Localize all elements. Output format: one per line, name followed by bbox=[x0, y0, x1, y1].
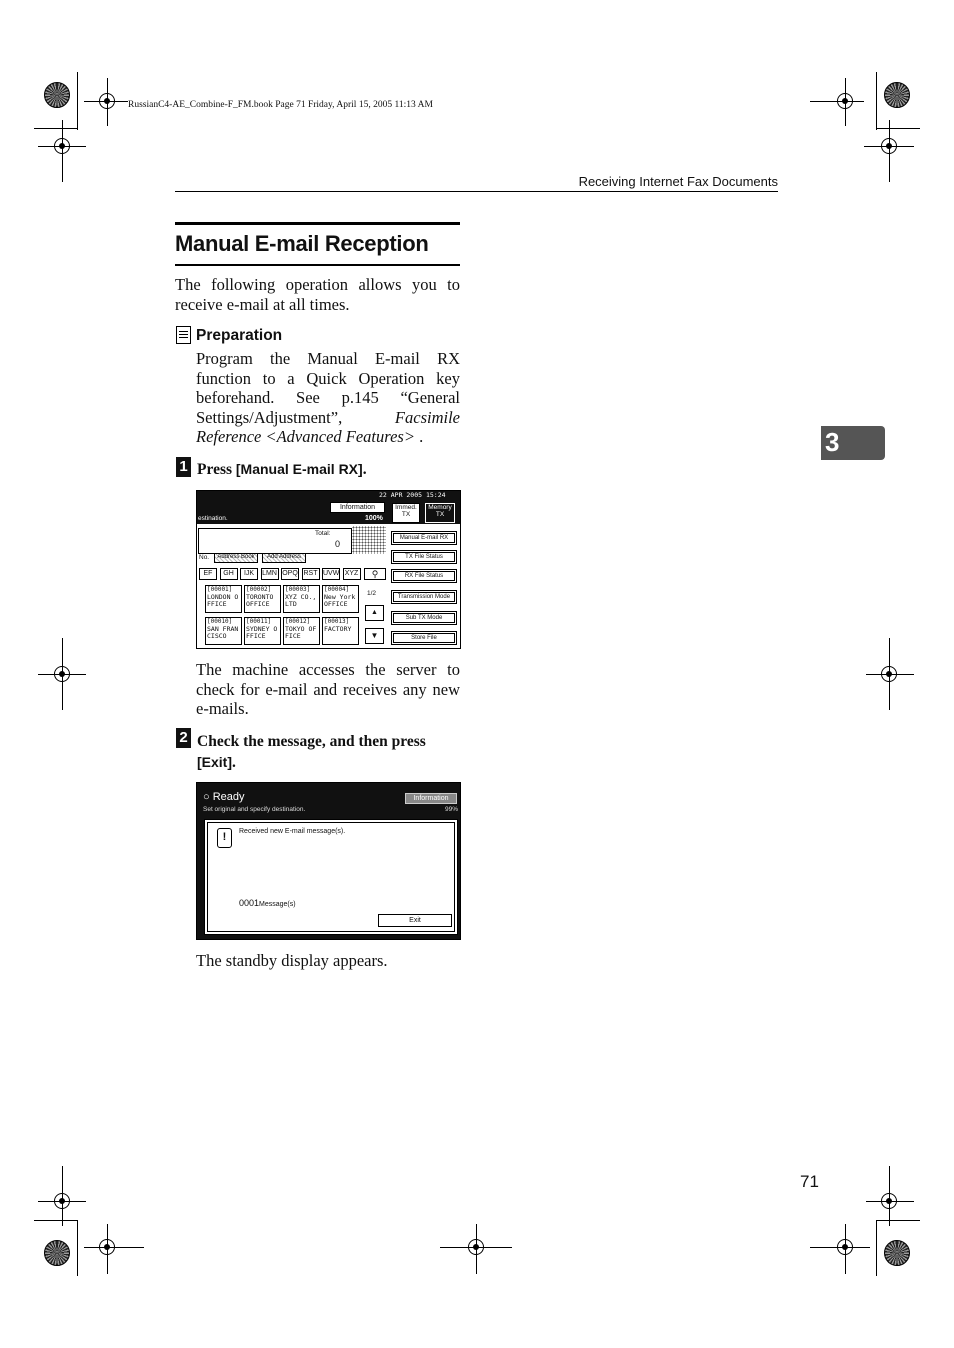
memory-tx-button[interactable]: Memory TX bbox=[425, 503, 455, 523]
destination-code: [00002] bbox=[246, 586, 272, 593]
alert-icon: ! bbox=[217, 828, 232, 848]
side-button-store-file[interactable]: Store File bbox=[391, 631, 457, 645]
destination-key[interactable] bbox=[244, 585, 281, 613]
destination-code: [00004] bbox=[324, 586, 350, 593]
page-indicator: 1/2 bbox=[367, 590, 377, 597]
destination-code: [00003] bbox=[285, 586, 311, 593]
immed-tx-button[interactable]: Immed. TX bbox=[392, 503, 420, 523]
fax-screen-1 bbox=[196, 490, 461, 649]
index-tab[interactable]: RST bbox=[302, 568, 320, 580]
destination-code: [00011] bbox=[246, 618, 272, 625]
crosshair-icon bbox=[54, 666, 70, 682]
add-address-tab[interactable]: Add Address bbox=[262, 553, 306, 563]
destination-code: [00012] bbox=[285, 618, 311, 625]
crosshair-icon bbox=[54, 1193, 70, 1209]
intro-paragraph: The following operation allows you to receive e-mail at all times. bbox=[175, 275, 460, 314]
step-number-1: 1 bbox=[176, 457, 191, 477]
destination-key[interactable] bbox=[322, 617, 359, 645]
preparation-text bbox=[196, 349, 460, 447]
message-count bbox=[239, 893, 296, 911]
no-label: No. bbox=[199, 554, 210, 561]
screen2-instruction: Set original and specify destination. bbox=[203, 806, 306, 813]
screen1-information-button[interactable]: Information bbox=[330, 502, 385, 513]
destination-key[interactable] bbox=[205, 585, 242, 613]
screen1-memory-pct: 100% bbox=[365, 515, 383, 522]
search-button[interactable] bbox=[364, 568, 386, 580]
title-rule-top bbox=[175, 222, 460, 225]
side-button-manual-e-mail-rx[interactable]: Manual E-mail RX bbox=[391, 531, 457, 545]
search-icon: ⚲ bbox=[371, 569, 379, 579]
exit-key-ref: [Exit] bbox=[197, 754, 232, 770]
side-button-tx-file-status[interactable]: TX File Status bbox=[391, 550, 457, 564]
screen1-status-text: estination. bbox=[198, 515, 228, 522]
preparation-text-a: Program the Manual E-mail RX function to a Quick Operation key beforehand. See p.145 “General Settings/Adjustment”, bbox=[196, 349, 460, 427]
arrow-up-icon: ▲ bbox=[371, 609, 378, 616]
crosshair-icon bbox=[54, 138, 70, 154]
note-icon bbox=[176, 326, 191, 344]
destination-name: TOKYO OF FICE bbox=[285, 624, 317, 641]
side-button-rx-file-status[interactable]: RX File Status bbox=[391, 569, 457, 583]
destination-name: SAN FRAN CISCO bbox=[207, 624, 239, 641]
preparation-text-b: . bbox=[414, 427, 424, 447]
message-count-label: Message(s) bbox=[259, 901, 296, 908]
destination-code: [00010] bbox=[207, 618, 233, 625]
scroll-up-button[interactable] bbox=[365, 605, 384, 621]
destination-key[interactable] bbox=[322, 585, 359, 613]
arrow-down-icon: ▼ bbox=[370, 631, 379, 640]
exit-button[interactable]: Exit bbox=[378, 914, 452, 927]
registration-disc-icon bbox=[44, 1240, 70, 1266]
book-info: RussianC4-AE_Combine-F_FM.book Page 71 Friday, April 15, 2005 11:13 AM bbox=[128, 100, 433, 110]
index-tab[interactable]: XYZ bbox=[343, 568, 361, 580]
crosshair-icon bbox=[881, 1193, 897, 1209]
header-rule bbox=[175, 191, 778, 192]
destination-name: XYZ CO., LTD bbox=[285, 592, 317, 609]
message-dialog bbox=[204, 819, 458, 935]
step-2-instruction: Check the message, and then press [Exit]. bbox=[197, 733, 426, 771]
destination-code: [00013] bbox=[324, 618, 350, 625]
screen2-information-button[interactable]: Information bbox=[405, 793, 457, 804]
preparation-reference: Facsimile Reference <Advanced Features> bbox=[196, 407, 460, 447]
index-tab[interactable]: IJK bbox=[240, 568, 258, 580]
destination-code: [00001] bbox=[207, 586, 233, 593]
title-rule-bottom bbox=[175, 264, 460, 266]
crosshair-icon bbox=[99, 93, 115, 109]
chapter-tab: 3 bbox=[821, 426, 885, 460]
crosshair-icon bbox=[881, 666, 897, 682]
index-tab[interactable]: OPQ bbox=[281, 568, 299, 580]
ready-icon: ○ bbox=[203, 791, 210, 803]
side-button-transmission-mode[interactable]: Transmission Mode bbox=[391, 590, 457, 604]
step-1-instruction: Press [Manual E-mail RX]. bbox=[197, 461, 367, 478]
destination-key[interactable] bbox=[205, 617, 242, 645]
total-label: Total: bbox=[315, 530, 331, 537]
fax-screen-2 bbox=[196, 782, 461, 940]
destination-key[interactable] bbox=[283, 617, 320, 645]
manual-email-rx-key-ref: [Manual E-mail RX] bbox=[235, 461, 363, 477]
screen2-memory-pct: 99% bbox=[445, 806, 459, 813]
destination-name: FACTORY bbox=[324, 624, 352, 633]
ready-status: ○ Ready bbox=[203, 791, 245, 803]
registration-disc-icon bbox=[884, 1240, 910, 1266]
destination-key[interactable] bbox=[283, 585, 320, 613]
destination-name: LONDON O FFICE bbox=[207, 592, 239, 609]
preparation-title: Preparation bbox=[196, 327, 283, 344]
destination-name: TORONTO OFFICE bbox=[246, 592, 274, 609]
index-tab[interactable]: UVW bbox=[322, 568, 340, 580]
section-title: Manual E-mail Reception bbox=[175, 231, 429, 256]
message-count-value: 0001 bbox=[239, 898, 260, 908]
index-tab[interactable]: LMN bbox=[261, 568, 279, 580]
destination-name: SYDNEY O FFICE bbox=[246, 624, 278, 641]
step-1-result: The machine accesses the server to check for e-mail and receives any new e-mails. bbox=[196, 660, 460, 719]
crosshair-icon bbox=[468, 1239, 484, 1255]
registration-disc-icon bbox=[884, 82, 910, 108]
index-tab[interactable]: GH bbox=[220, 568, 238, 580]
step-2-result: The standby display appears. bbox=[196, 951, 388, 970]
destination-key[interactable] bbox=[244, 617, 281, 645]
index-tab[interactable]: EF bbox=[199, 568, 217, 580]
crosshair-icon bbox=[837, 1239, 853, 1255]
screen1-pattern bbox=[352, 526, 386, 554]
scroll-down-button[interactable] bbox=[365, 628, 384, 644]
crosshair-icon bbox=[881, 138, 897, 154]
screen1-datetime: 22 APR 2005 15:24 bbox=[379, 491, 446, 499]
side-button-sub-tx-mode[interactable]: Sub TX Mode bbox=[391, 611, 457, 625]
step-number-2: 2 bbox=[176, 728, 191, 748]
crosshair-icon bbox=[837, 93, 853, 109]
destination-name: New York OFFICE bbox=[324, 592, 356, 609]
total-value: 0 bbox=[335, 539, 341, 549]
crosshair-icon bbox=[99, 1239, 115, 1255]
running-head: Receiving Internet Fax Documents bbox=[578, 174, 778, 189]
address-book-tab[interactable]: Address Book bbox=[214, 553, 258, 563]
page-number: 71 bbox=[800, 1172, 819, 1191]
registration-disc-icon bbox=[44, 82, 70, 108]
message-text: Received new E-mail message(s). bbox=[239, 828, 346, 835]
